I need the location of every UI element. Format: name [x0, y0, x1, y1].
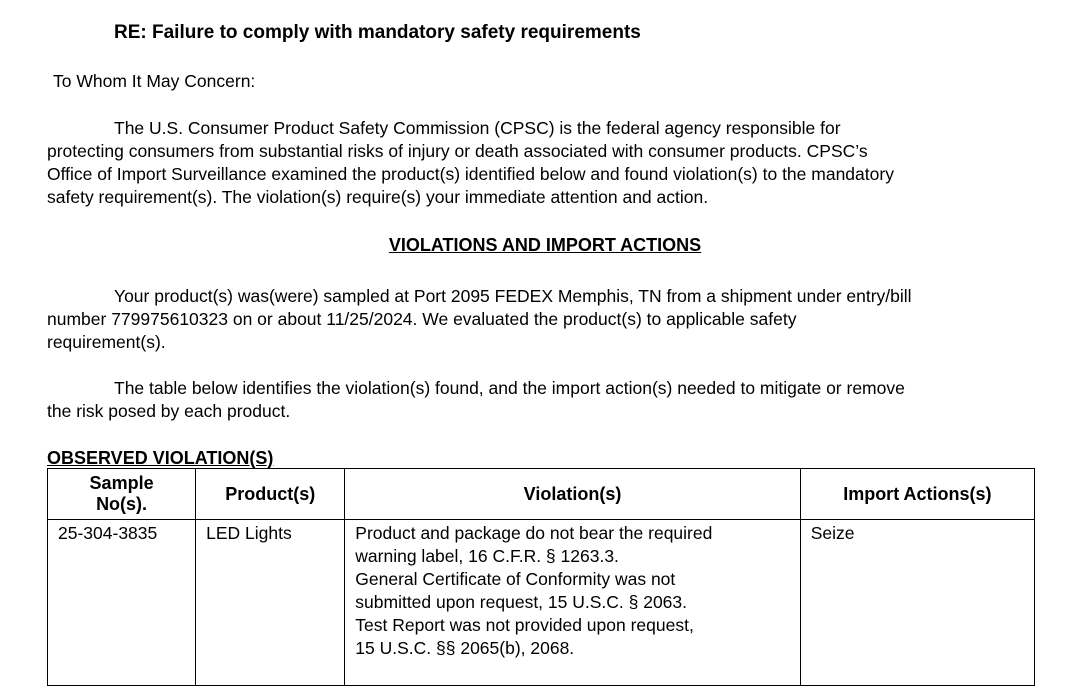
violations-table [47, 468, 1035, 686]
table-title: OBSERVED VIOLATION(S) [47, 448, 274, 468]
violation-line: Product and package do not bear the required [355, 523, 713, 543]
sampling-paragraph [47, 285, 1047, 354]
table-row [48, 520, 1035, 686]
cell-product: LED Lights [196, 520, 345, 686]
section-heading-violations: VIOLATIONS AND IMPORT ACTIONS [388, 235, 702, 255]
violation-line: General Certificate of Conformity was not [355, 569, 676, 589]
intro-paragraph [47, 117, 1047, 209]
intro-line: Office of Import Surveillance examined the product(s) identified below and found violation(s) to the mandatory [47, 164, 894, 184]
table-intro-line: The table below identifies the violation(s) found, and the import action(s) needed to mitigate or remove [114, 378, 905, 398]
header-import-actions: Import Actions(s) [800, 469, 1034, 520]
intro-line: safety requirement(s). The violation(s) require(s) your immediate attention and action. [47, 187, 709, 207]
cell-violation [345, 520, 800, 686]
table-header-row [48, 469, 1035, 520]
intro-line: protecting consumers from substantial risks of injury or death associated with consumer products. CPSC’s [47, 141, 868, 161]
cell-sample-no: 25-304-3835 [48, 520, 196, 686]
violation-line: warning label, 16 C.F.R. § 1263.3. [355, 546, 619, 566]
violation-line: 15 U.S.C. §§ 2065(b), 2068. [355, 638, 575, 658]
table-intro-line: the risk posed by each product. [47, 401, 291, 421]
sampling-line: requirement(s). [47, 332, 166, 352]
intro-line: The U.S. Consumer Product Safety Commission (CPSC) is the federal agency responsible for [114, 118, 841, 138]
salutation: To Whom It May Concern: [53, 71, 256, 91]
violation-line: submitted upon request, 15 U.S.C. § 2063. [355, 592, 688, 612]
table-intro-paragraph [47, 377, 1047, 423]
header-product: Product(s) [196, 469, 345, 520]
cell-import-action: Seize [800, 520, 1034, 686]
violation-line: Test Report was not provided upon request, [355, 615, 694, 635]
header-sample-no: Sample No(s). [48, 469, 196, 520]
sampling-line: number 779975610323 on or about 11/25/2024. We evaluated the product(s) to applicable safety [47, 309, 797, 329]
header-violation: Violation(s) [345, 469, 800, 520]
re-subject-line: RE: Failure to comply with mandatory safety requirements [114, 22, 641, 43]
sampling-line: Your product(s) was(were) sampled at Port 2095 FEDEX Memphis, TN from a shipment under entry/bill [114, 286, 912, 306]
